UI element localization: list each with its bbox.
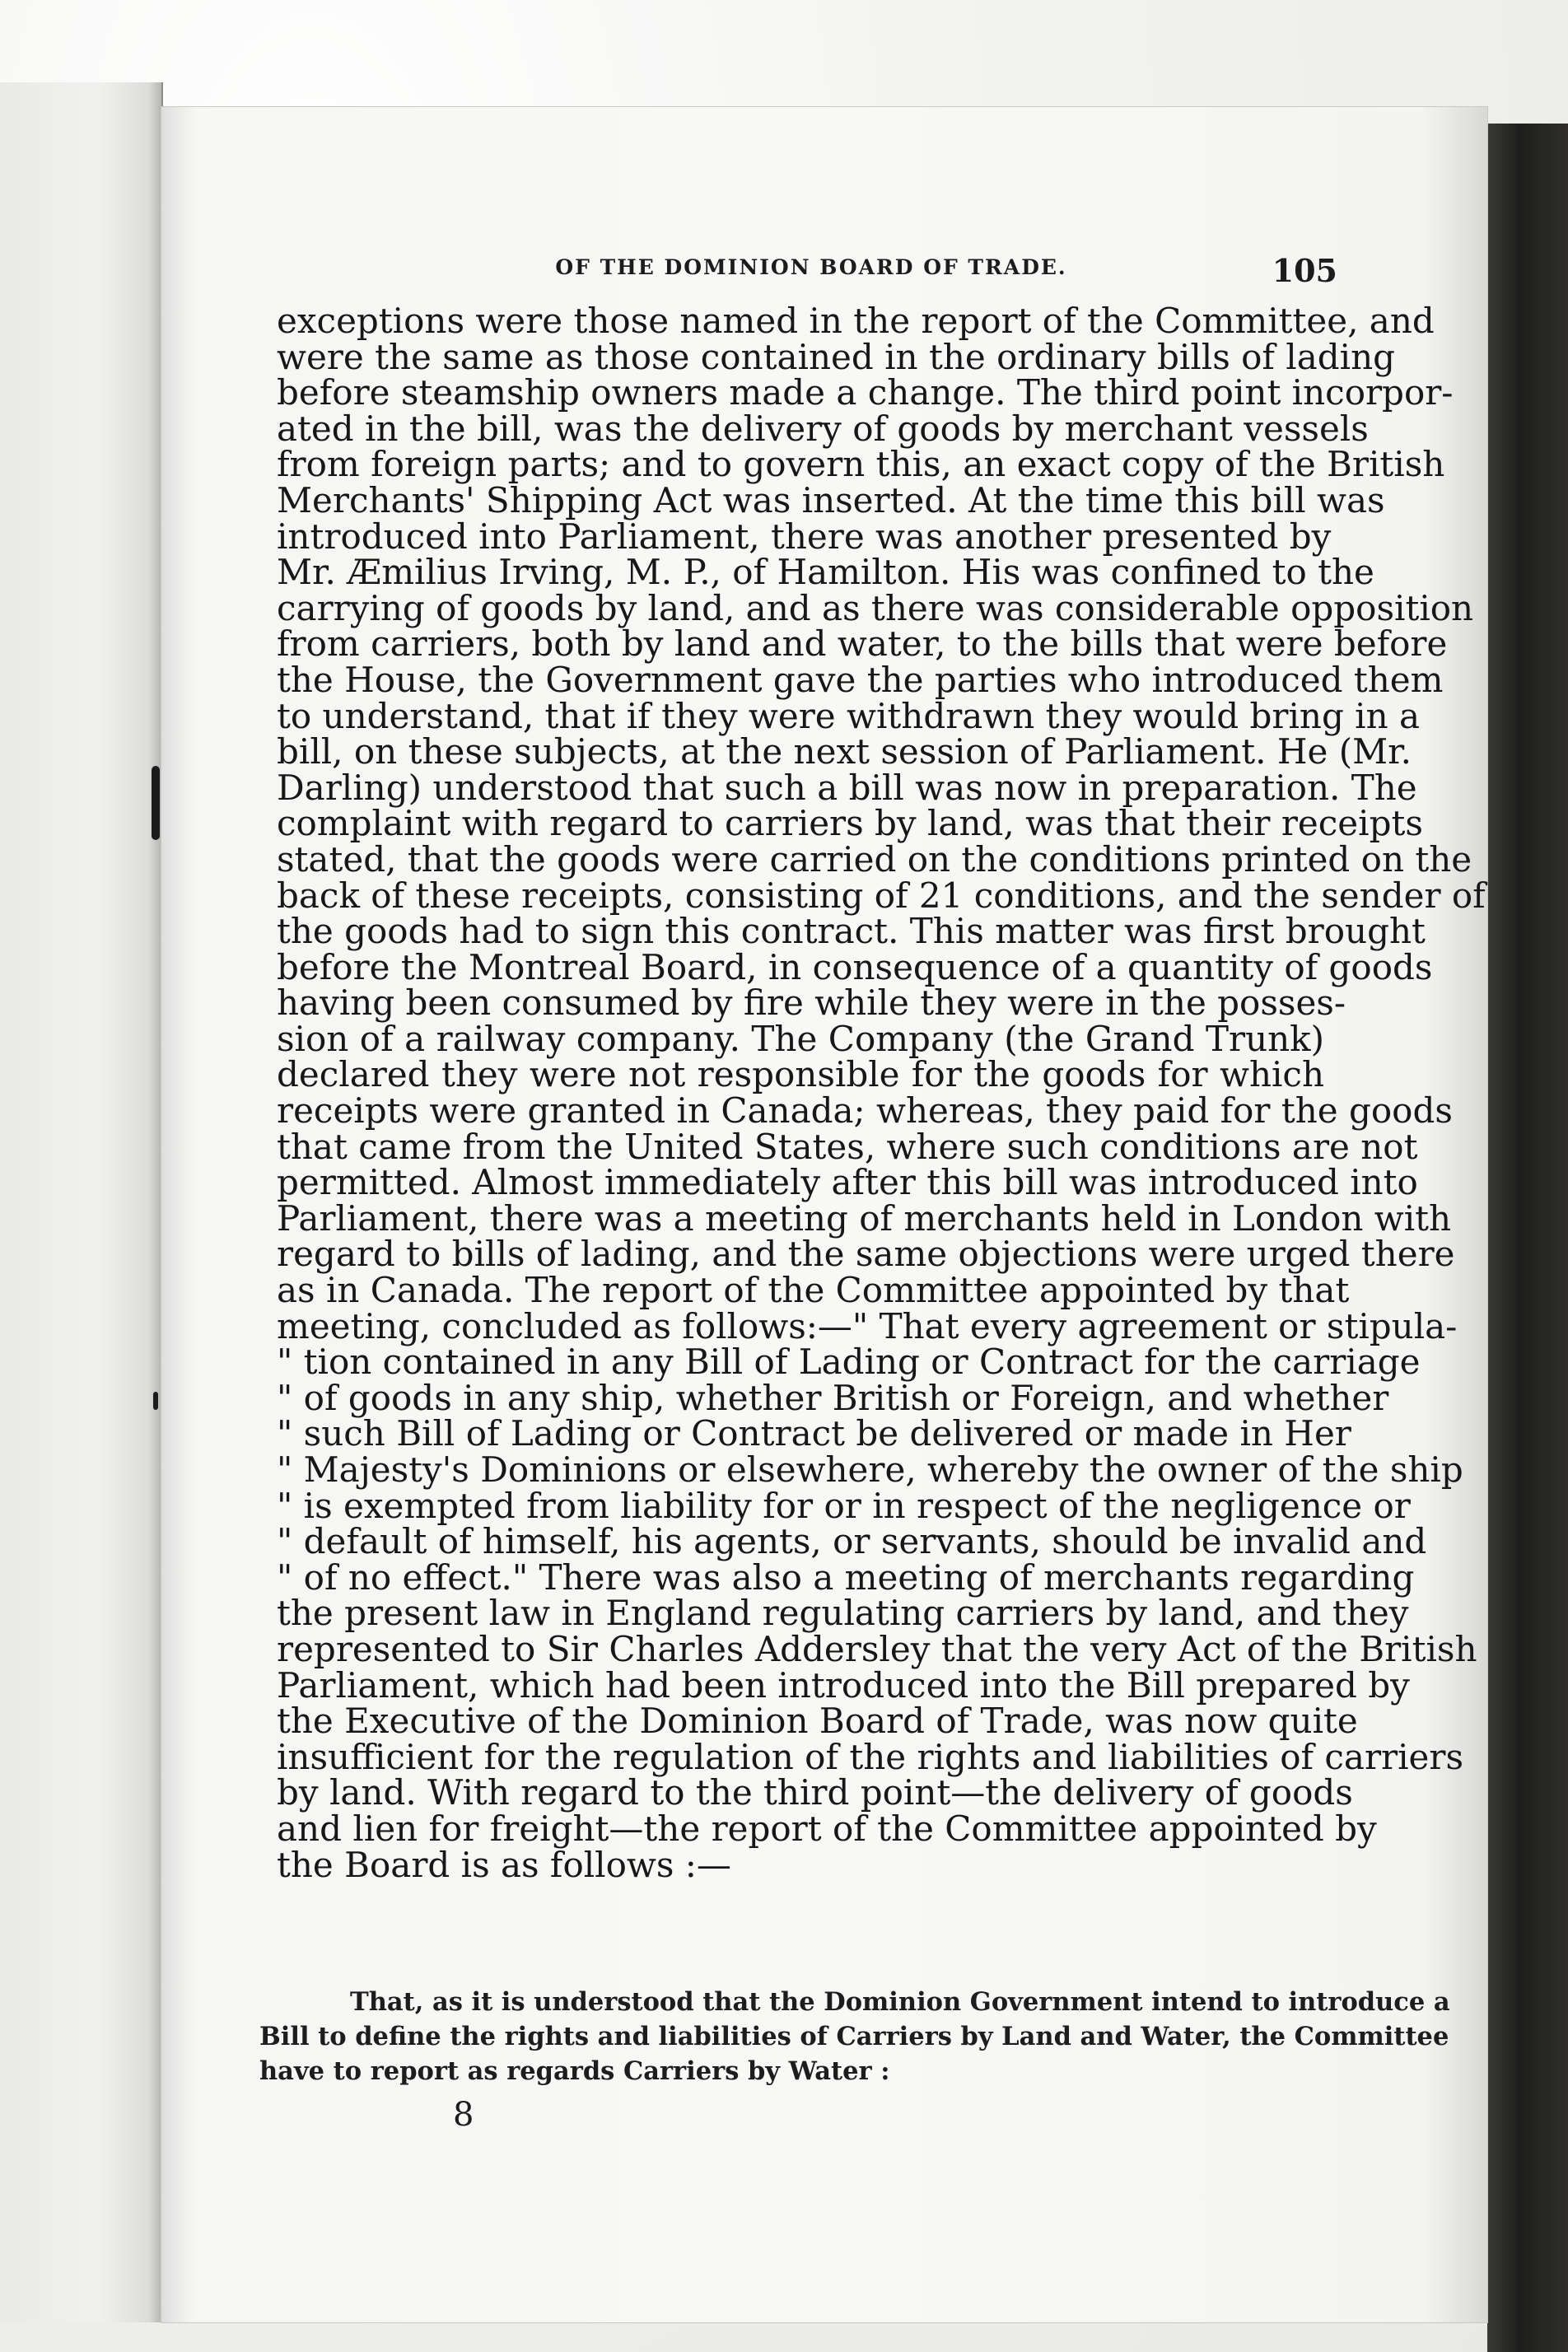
body-line: receipts were granted in Canada; whereas, they paid for the goods [277, 1090, 1453, 1132]
body-line: Parliament, which had been introduced into the Bill prepared by [277, 1664, 1410, 1706]
extract-line: That, as it is understood that the Dominion Government intend to introduce a [350, 1987, 1450, 2017]
body-line: complaint with regard to carriers by land, was that their receipts [277, 803, 1423, 844]
gutter-mark-upper [152, 766, 160, 840]
body-line: " tion contained in any Bill of Lading or Contract for the carriage [277, 1342, 1421, 1383]
body-line: to understand, that if they were withdrawn they would bring in a [277, 695, 1421, 736]
body-line: " such Bill of Lading or Contract be delivered or made in Her [277, 1413, 1351, 1454]
body-line: " is exempted from liability for or in respect of the negligence or [277, 1485, 1411, 1526]
body-line: " Majesty's Dominions or elsewhere, whereby the owner of the ship [277, 1449, 1463, 1490]
body-line: exceptions were those named in the report of the Committee, and [277, 301, 1435, 341]
body-line: were the same as those contained in the ordinary bills of lading [277, 336, 1396, 377]
body-line: " of goods in any ship, whether British or Foreign, and whether [277, 1377, 1389, 1418]
extract-line: Bill to define the rights and liabilities of Carriers by Land and Water, the Committee [259, 2022, 1449, 2051]
body-line: sion of a railway company. The Company (the Grand Trunk) [277, 1018, 1324, 1059]
left-facing-page [0, 82, 163, 2322]
body-line: and lien for freight—the report of the Committee appointed by [277, 1808, 1377, 1849]
body-text [277, 301, 1486, 1885]
body-line: the goods had to sign this contract. This matter was first brought [277, 911, 1426, 952]
running-head: OF THE DOMINION BOARD OF TRADE. [555, 255, 1067, 279]
body-line: the Board is as follows :— [277, 1844, 731, 1885]
body-line: ated in the bill, was the delivery of goods by merchant vessels [277, 408, 1369, 449]
body-line: before the Montreal Board, in consequence of a quantity of goods [277, 946, 1433, 987]
body-line: Merchants' Shipping Act was inserted. At the time this bill was [277, 479, 1385, 520]
body-line: stated, that the goods were carried on the conditions printed on the [277, 838, 1472, 880]
body-line: represented to Sir Charles Addersley that the very Act of the British [277, 1628, 1477, 1669]
body-line: the present law in England regulating carriers by land, and they [277, 1593, 1409, 1634]
body-line: the House, the Government gave the parties who introduced them [277, 659, 1444, 700]
body-line: declared they were not responsible for the goods for which [277, 1054, 1324, 1095]
body-line: permitted. Almost immediately after this bill was introduced into [277, 1162, 1418, 1203]
signature-mark: 8 [453, 2096, 474, 2134]
body-line: meeting, concluded as follows:—" That every agreement or stipula- [277, 1305, 1458, 1346]
extract-line: have to report as regards Carriers by Water : [259, 2056, 890, 2086]
body-line: insufficient for the regulation of the rights and liabilities of carriers [277, 1736, 1464, 1777]
committee-extract [259, 1985, 1450, 2088]
body-line: carrying of goods by land, and as there was considerable opposition [277, 587, 1474, 628]
gutter-mark-lower [153, 1392, 158, 1410]
body-line: from carriers, both by land and water, to the bills that were before [277, 623, 1448, 665]
page-number: 105 [1272, 252, 1337, 289]
body-line: " of no effect." There was also a meeting of merchants regarding [277, 1556, 1415, 1598]
body-line: regard to bills of lading, and the same objections were urged there [277, 1234, 1455, 1275]
body-line: as in Canada. The report of the Committee appointed by that [277, 1270, 1350, 1311]
body-line: Darling) understood that such a bill was now in preparation. The [277, 767, 1417, 808]
body-line: bill, on these subjects, at the next session of Parliament. He (Mr. [277, 731, 1412, 772]
body-line: Parliament, there was a meeting of merchants held in London with [277, 1197, 1452, 1239]
body-line: the Executive of the Dominion Board of Trade, was now quite [277, 1701, 1358, 1742]
body-line: that came from the United States, where such conditions are not [277, 1126, 1418, 1167]
body-line: having been consumed by fire while they were in the posses- [277, 982, 1346, 1024]
body-line: " default of himself, his agents, or servants, should be invalid and [277, 1521, 1427, 1562]
body-line: from foreign parts; and to govern this, an exact copy of the British [277, 444, 1445, 485]
body-line: by land. With regard to the third point—the delivery of goods [277, 1772, 1353, 1813]
body-line: Mr. Æmilius Irving, M. P., of Hamilton. His was confined to the [277, 552, 1374, 593]
body-line: introduced into Parliament, there was another presented by [277, 516, 1332, 557]
body-line: before steamship owners made a change. The third point incorpor- [277, 372, 1454, 413]
body-line: back of these receipts, consisting of 21 conditions, and the sender of [277, 875, 1486, 916]
book-edge [1487, 124, 1568, 2352]
